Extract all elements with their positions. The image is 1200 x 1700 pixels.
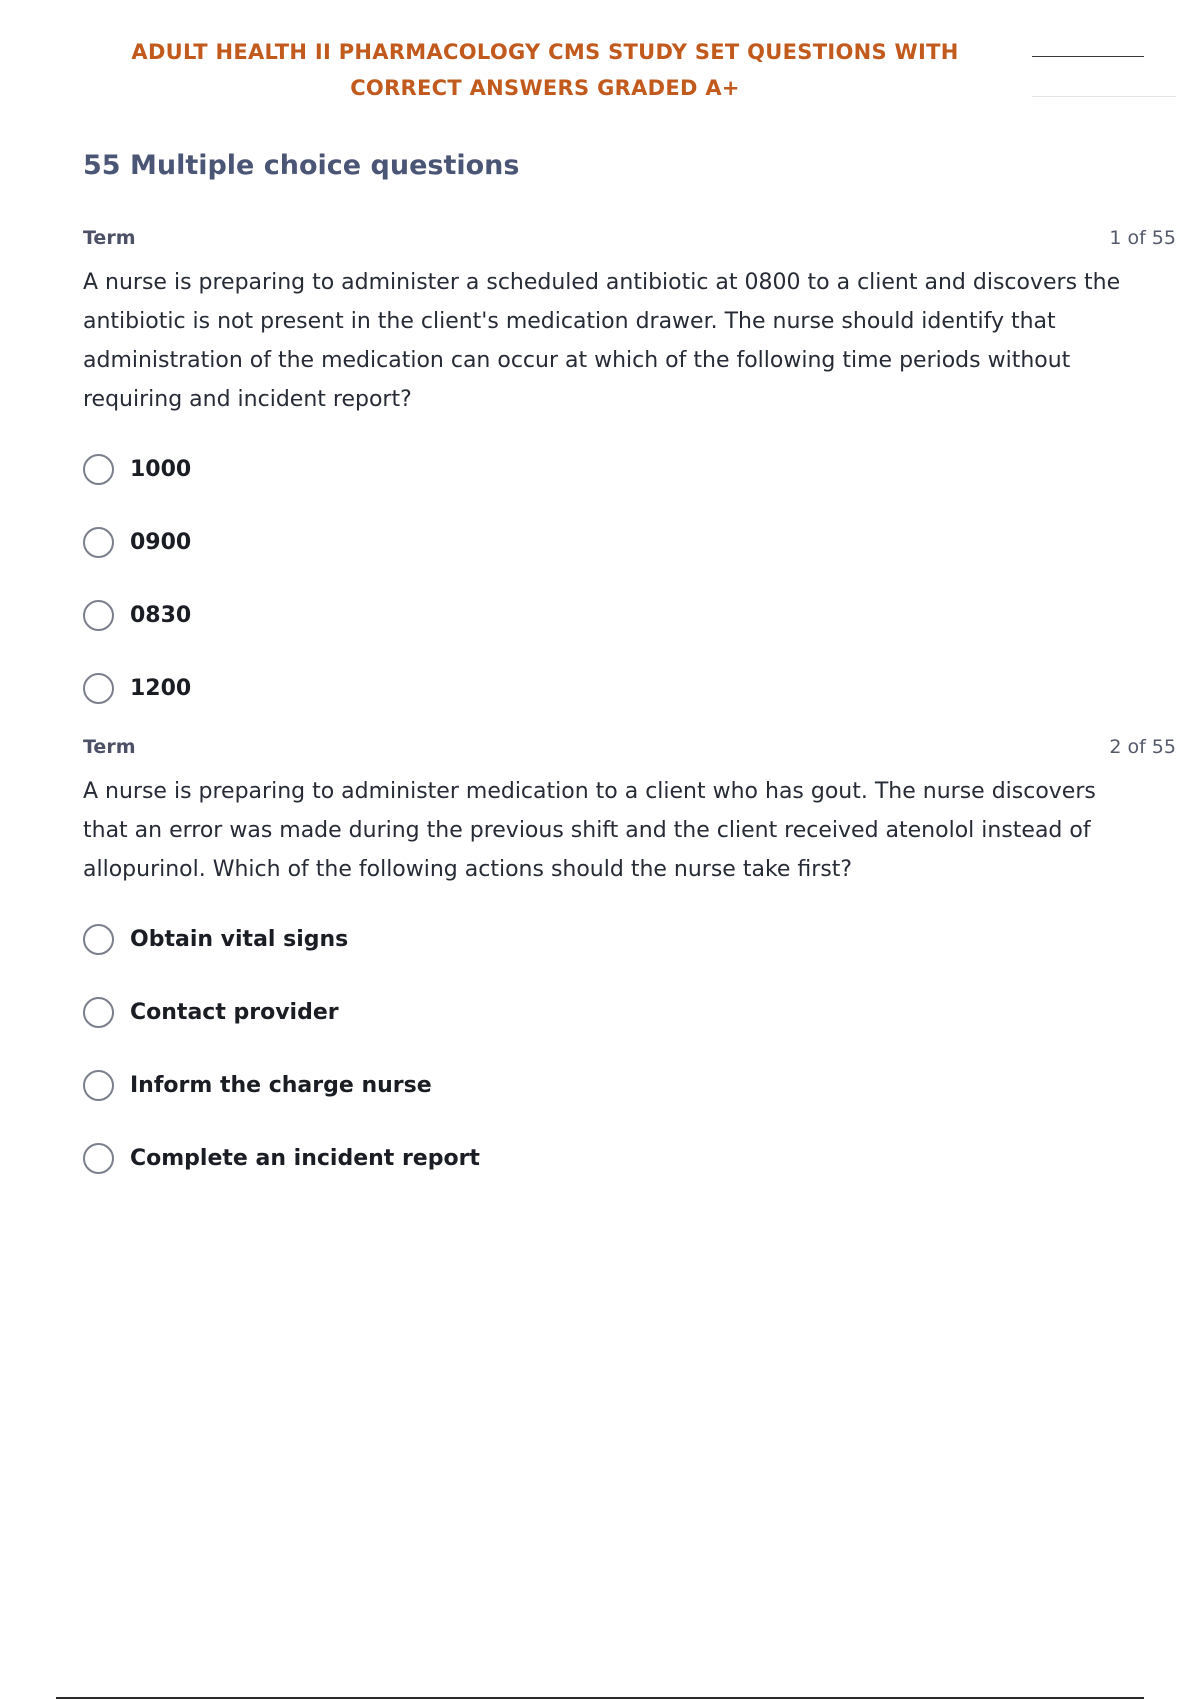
question-card <box>83 227 1176 725</box>
answer-option-label: 0900 <box>130 530 192 555</box>
question-counter: 2 of 55 <box>1109 736 1176 758</box>
question-meta <box>83 736 1176 764</box>
answer-option-label: Inform the charge nurse <box>130 1073 432 1098</box>
question-meta <box>83 227 1176 255</box>
answer-option-label: Contact provider <box>130 1000 339 1025</box>
radio-button[interactable] <box>83 1070 114 1101</box>
answer-option-label: 0830 <box>130 603 192 628</box>
question-text: A nurse is preparing to administer medication to a client who has gout. The nurse discovers that an error was made during the previous shift and the client received atenolol instead of allopurinol. Which of the following actions should the nurse take first? <box>83 779 1096 882</box>
radio-button[interactable] <box>83 600 114 631</box>
radio-button[interactable] <box>83 527 114 558</box>
radio-button[interactable] <box>83 454 114 485</box>
footer-divider <box>56 1697 1144 1699</box>
answer-options <box>83 433 1176 725</box>
answer-option-label: Complete an incident report <box>130 1146 480 1171</box>
term-label: Term <box>83 736 136 758</box>
radio-button[interactable] <box>83 673 114 704</box>
title-divider-light <box>1032 96 1176 97</box>
answer-option-label: Obtain vital signs <box>130 927 349 952</box>
answer-options <box>83 903 1176 1195</box>
radio-button[interactable] <box>83 997 114 1028</box>
quiz-heading: 55 Multiple choice questions <box>83 150 520 181</box>
question-card <box>83 736 1176 1195</box>
term-label: Term <box>83 227 136 249</box>
answer-option[interactable] <box>83 433 1176 506</box>
answer-option[interactable] <box>83 976 1176 1049</box>
answer-option[interactable] <box>83 1122 1176 1195</box>
answer-option-label: 1000 <box>130 457 192 482</box>
answer-option-label: 1200 <box>130 676 192 701</box>
question-text: A nurse is preparing to administer a scheduled antibiotic at 0800 to a client and discovers the antibiotic is not present in the client's medication drawer. The nurse should identify that administration of the medication can occur at which of the following time periods without requiring and incident report? <box>83 270 1121 412</box>
question-counter: 1 of 55 <box>1109 227 1176 249</box>
answer-option[interactable] <box>83 1049 1176 1122</box>
radio-button[interactable] <box>83 924 114 955</box>
answer-option[interactable] <box>83 652 1176 725</box>
title-divider <box>1032 56 1144 57</box>
answer-option[interactable] <box>83 903 1176 976</box>
document-title <box>80 34 1010 106</box>
answer-option[interactable] <box>83 506 1176 579</box>
document-title-line-2: CORRECT ANSWERS GRADED A+ <box>350 76 740 100</box>
answer-option[interactable] <box>83 579 1176 652</box>
radio-button[interactable] <box>83 1143 114 1174</box>
document-title-line-1: ADULT HEALTH II PHARMACOLOGY CMS STUDY SET QUESTIONS WITH <box>131 40 959 64</box>
